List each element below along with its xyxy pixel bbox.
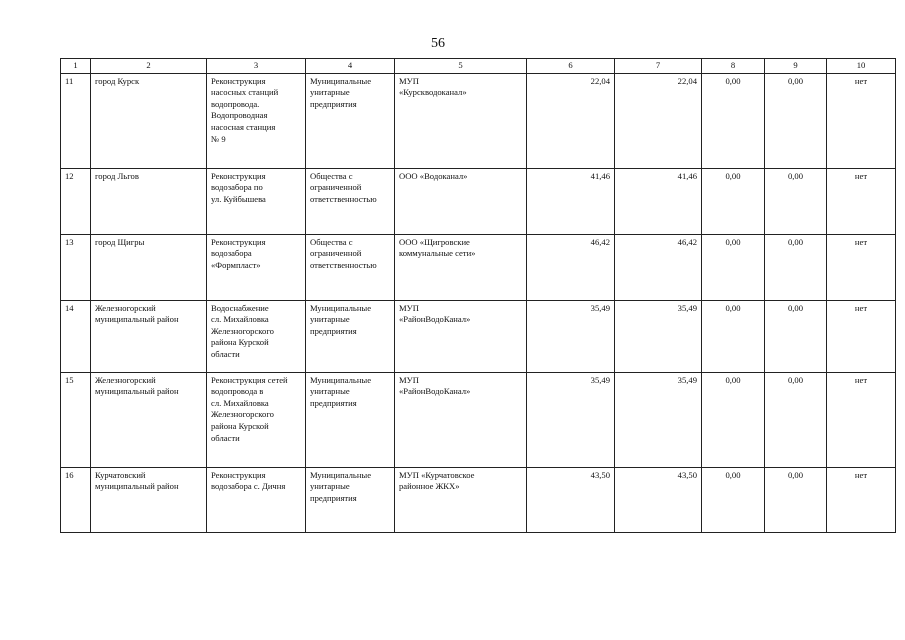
column-header: 10	[827, 59, 896, 74]
table-row	[61, 234, 896, 300]
operator-cell: МУП «РайонВодоКанал»	[395, 372, 527, 467]
value-col10: нет	[827, 467, 896, 532]
row-number: 13	[61, 234, 91, 300]
value-col7: 22,04	[615, 73, 702, 168]
operator-cell: ООО «Щигровские коммунальные сети»	[395, 234, 527, 300]
value-col10: нет	[827, 168, 896, 234]
column-header: 1	[61, 59, 91, 74]
table-row	[61, 73, 896, 168]
territory-cell: город Курск	[91, 73, 207, 168]
column-header: 6	[527, 59, 615, 74]
territory-cell: Железногорский муниципальный район	[91, 372, 207, 467]
value-col9: 0,00	[765, 300, 827, 372]
table-row	[61, 300, 896, 372]
value-col9: 0,00	[765, 168, 827, 234]
value-col6: 22,04	[527, 73, 615, 168]
column-header: 9	[765, 59, 827, 74]
value-col8: 0,00	[702, 467, 765, 532]
value-col6: 35,49	[527, 300, 615, 372]
project-cell: Водоснабжение сл. Михайловка Железногорского района Курской области	[207, 300, 306, 372]
territory-cell: город Щигры	[91, 234, 207, 300]
operator-cell: МУП «РайонВодоКанал»	[395, 300, 527, 372]
value-col8: 0,00	[702, 234, 765, 300]
project-cell: Реконструкция сетей водопровода в сл. Михайловка Железногорского района Курской области	[207, 372, 306, 467]
territory-cell: город Льгов	[91, 168, 207, 234]
row-number: 16	[61, 467, 91, 532]
value-col8: 0,00	[702, 73, 765, 168]
value-col7: 46,42	[615, 234, 702, 300]
value-col6: 41,46	[527, 168, 615, 234]
column-header: 3	[207, 59, 306, 74]
value-col6: 43,50	[527, 467, 615, 532]
row-number: 11	[61, 73, 91, 168]
value-col10: нет	[827, 234, 896, 300]
value-col7: 41,46	[615, 168, 702, 234]
project-cell: Реконструкция водозабора «Формпласт»	[207, 234, 306, 300]
org-form-cell: Муниципальные унитарные предприятия	[306, 300, 395, 372]
org-form-cell: Муниципальные унитарные предприятия	[306, 73, 395, 168]
value-col9: 0,00	[765, 467, 827, 532]
value-col7: 43,50	[615, 467, 702, 532]
value-col8: 0,00	[702, 300, 765, 372]
operator-cell: ООО «Водоканал»	[395, 168, 527, 234]
project-cell: Реконструкция водозабора с. Дичня	[207, 467, 306, 532]
project-cell: Реконструкция насосных станций водопровода. Водопроводная насосная станция № 9	[207, 73, 306, 168]
territory-cell: Железногорский муниципальный район	[91, 300, 207, 372]
value-col6: 46,42	[527, 234, 615, 300]
table-row	[61, 467, 896, 532]
value-col9: 0,00	[765, 73, 827, 168]
value-col10: нет	[827, 73, 896, 168]
row-number: 14	[61, 300, 91, 372]
org-form-cell: Муниципальные унитарные предприятия	[306, 467, 395, 532]
column-header: 8	[702, 59, 765, 74]
column-header: 2	[91, 59, 207, 74]
row-number: 12	[61, 168, 91, 234]
value-col8: 0,00	[702, 168, 765, 234]
value-col8: 0,00	[702, 372, 765, 467]
column-header: 5	[395, 59, 527, 74]
page-number: 56	[431, 36, 445, 51]
table-row	[61, 168, 896, 234]
territory-cell: Курчатовский муниципальный район	[91, 467, 207, 532]
table-row	[61, 372, 896, 467]
data-table	[60, 58, 896, 533]
value-col9: 0,00	[765, 234, 827, 300]
project-cell: Реконструкция водозабора по ул. Куйбышева	[207, 168, 306, 234]
org-form-cell: Муниципальные унитарные предприятия	[306, 372, 395, 467]
header-row	[61, 59, 896, 74]
value-col10: нет	[827, 372, 896, 467]
operator-cell: МУП «Курчатовское районное ЖКХ»	[395, 467, 527, 532]
value-col7: 35,49	[615, 300, 702, 372]
org-form-cell: Общества с ограниченной ответственностью	[306, 168, 395, 234]
value-col7: 35,49	[615, 372, 702, 467]
value-col10: нет	[827, 300, 896, 372]
org-form-cell: Общества с ограниченной ответственностью	[306, 234, 395, 300]
column-header: 4	[306, 59, 395, 74]
column-header: 7	[615, 59, 702, 74]
value-col9: 0,00	[765, 372, 827, 467]
row-number: 15	[61, 372, 91, 467]
operator-cell: МУП «Курскводоканал»	[395, 73, 527, 168]
value-col6: 35,49	[527, 372, 615, 467]
